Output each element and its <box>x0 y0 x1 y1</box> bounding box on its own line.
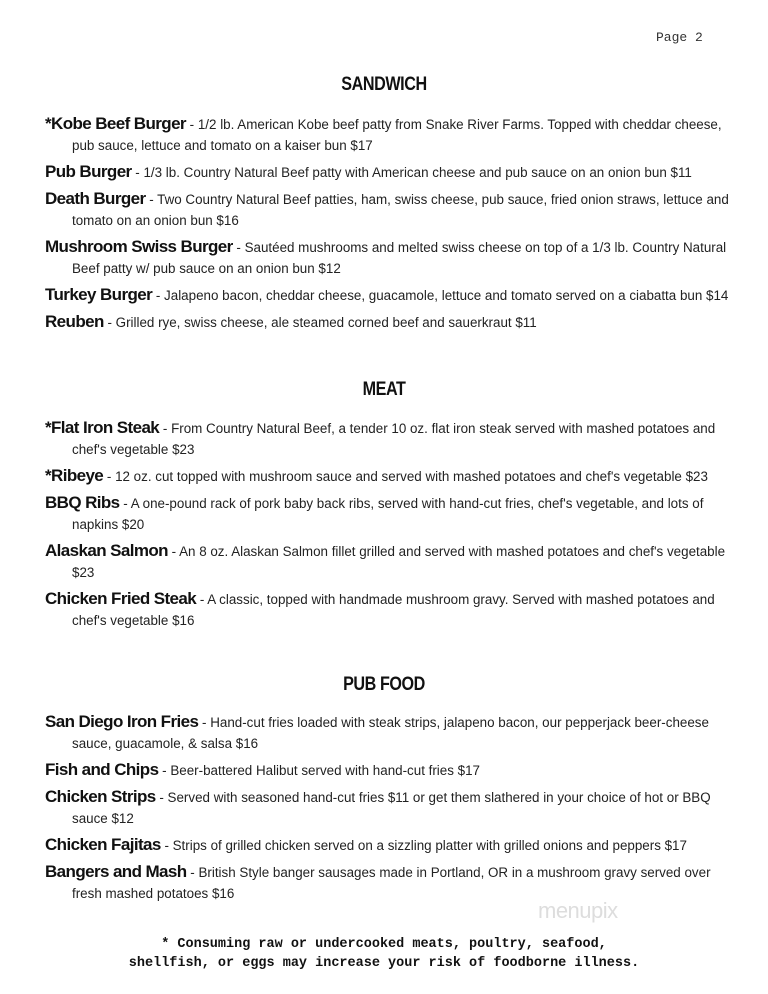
menu-item-description: - Beer-battered Halibut served with hand-cut fries $17 <box>158 763 480 778</box>
watermark-logo: menupix <box>538 898 618 923</box>
menu-item-name: BBQ Ribs <box>45 493 120 512</box>
menu-item-description: - 1/3 lb. Country Natural Beef patty with American cheese and pub sauce on an onion bun $11 <box>131 165 692 180</box>
menu-item-name: Pub Burger <box>45 162 132 181</box>
menu-item-description: - Sautéed mushrooms and melted swiss cheese on top of a 1/3 lb. Country Natural Beef patty w/ pub sauce on an onion bun $12 <box>72 240 727 276</box>
menu-item-name: *Ribeye <box>45 466 104 485</box>
menu-item-name: Reuben <box>45 312 104 331</box>
meat-items <box>45 417 735 636</box>
menu-item-description: - Two Country Natural Beef patties, ham, swiss cheese, pub sauce, fried onion straws, lettuce and tomato on an onion bun $16 <box>72 192 729 228</box>
menu-item-name: Alaskan Salmon <box>45 541 168 560</box>
menu-item-description: - Hand-cut fries loaded with steak strips, jalapeno bacon, our pepperjack beer-cheese sauce, guacamole, & salsa $16 <box>72 715 709 751</box>
menu-item-description: - Served with seasoned hand-cut fries $11 or get them slathered in your choice of hot or BBQ sauce $12 <box>72 790 711 826</box>
menu-item <box>45 711 735 754</box>
menu-item <box>45 113 735 156</box>
menu-item-description: - 12 oz. cut topped with mushroom sauce and served with mashed potatoes and chef's vegetable $23 <box>103 469 708 484</box>
menu-item <box>45 236 735 279</box>
menu-item-description: - An 8 oz. Alaskan Salmon fillet grilled and served with mashed potatoes and chef's vegetable $23 <box>72 544 726 580</box>
menu-item <box>45 786 735 829</box>
menu-item-name: Chicken Fajitas <box>45 835 161 854</box>
menu-item <box>45 492 735 535</box>
menu-item-name: *Flat Iron Steak <box>45 418 160 437</box>
disclaimer-line-2: shellfish, or eggs may increase your risk of foodborne illness. <box>128 956 640 971</box>
menu-item-description: - A one-pound rack of pork baby back ribs, served with hand-cut fries, chef's vegetable, and lots of napkins $20 <box>72 496 704 532</box>
menu-item-name: Chicken Strips <box>45 787 156 806</box>
menu-item-description: - 1/2 lb. American Kobe beef patty from Snake River Farms. Topped with cheddar cheese, pub sauce, lettuce and tomato on a kaiser bun $17 <box>72 117 722 153</box>
menu-item-name: Death Burger <box>45 189 146 208</box>
section-title-meat: MEAT <box>362 379 406 400</box>
menu-item-description: - British Style banger sausages made in Portland, OR in a mushroom gravy served over fresh mashed potatoes $16 <box>72 865 711 901</box>
menu-item-description: - Jalapeno bacon, cheddar cheese, guacamole, lettuce and tomato served on a ciabatta bun $14 <box>152 288 729 303</box>
section-title-pub-food: PUB FOOD <box>343 674 425 695</box>
menu-item <box>45 588 735 631</box>
menu-item-description: - Grilled rye, swiss cheese, ale steamed corned beef and sauerkraut $11 <box>103 315 537 330</box>
pub-food-items <box>45 711 735 909</box>
menu-item-name: Turkey Burger <box>45 285 153 304</box>
menu-item <box>45 188 735 231</box>
section-title-sandwich: SANDWICH <box>341 74 427 95</box>
disclaimer-line-1: * Consuming raw or undercooked meats, poultry, seafood, <box>161 937 607 952</box>
page-number: Page 2 <box>656 30 703 45</box>
menu-item-description: - From Country Natural Beef, a tender 10 oz. flat iron steak served with mashed potatoes and chef's vegetable $23 <box>72 421 716 457</box>
menu-item <box>45 759 735 781</box>
menu-item-name: Chicken Fried Steak <box>45 589 197 608</box>
menu-item <box>45 834 735 856</box>
menu-item-description: - Strips of grilled chicken served on a sizzling platter with grilled onions and peppers $17 <box>160 838 687 853</box>
menu-item-name: San Diego Iron Fries <box>45 712 199 731</box>
menu-item <box>45 540 735 583</box>
menu-item <box>45 861 735 904</box>
menu-item-name: *Kobe Beef Burger <box>45 114 186 133</box>
menu-item <box>45 284 735 306</box>
menu-item <box>45 417 735 460</box>
menu-item <box>45 465 735 487</box>
menu-item <box>45 161 735 183</box>
food-safety-disclaimer <box>0 935 768 973</box>
sandwich-items <box>45 113 735 338</box>
menu-item-description: - A classic, topped with handmade mushroom gravy. Served with mashed potatoes and chef's vegetable $16 <box>72 592 715 628</box>
menu-item-name: Fish and Chips <box>45 760 159 779</box>
menu-item-name: Bangers and Mash <box>45 862 187 881</box>
menu-item <box>45 311 735 333</box>
menu-item-name: Mushroom Swiss Burger <box>45 237 233 256</box>
